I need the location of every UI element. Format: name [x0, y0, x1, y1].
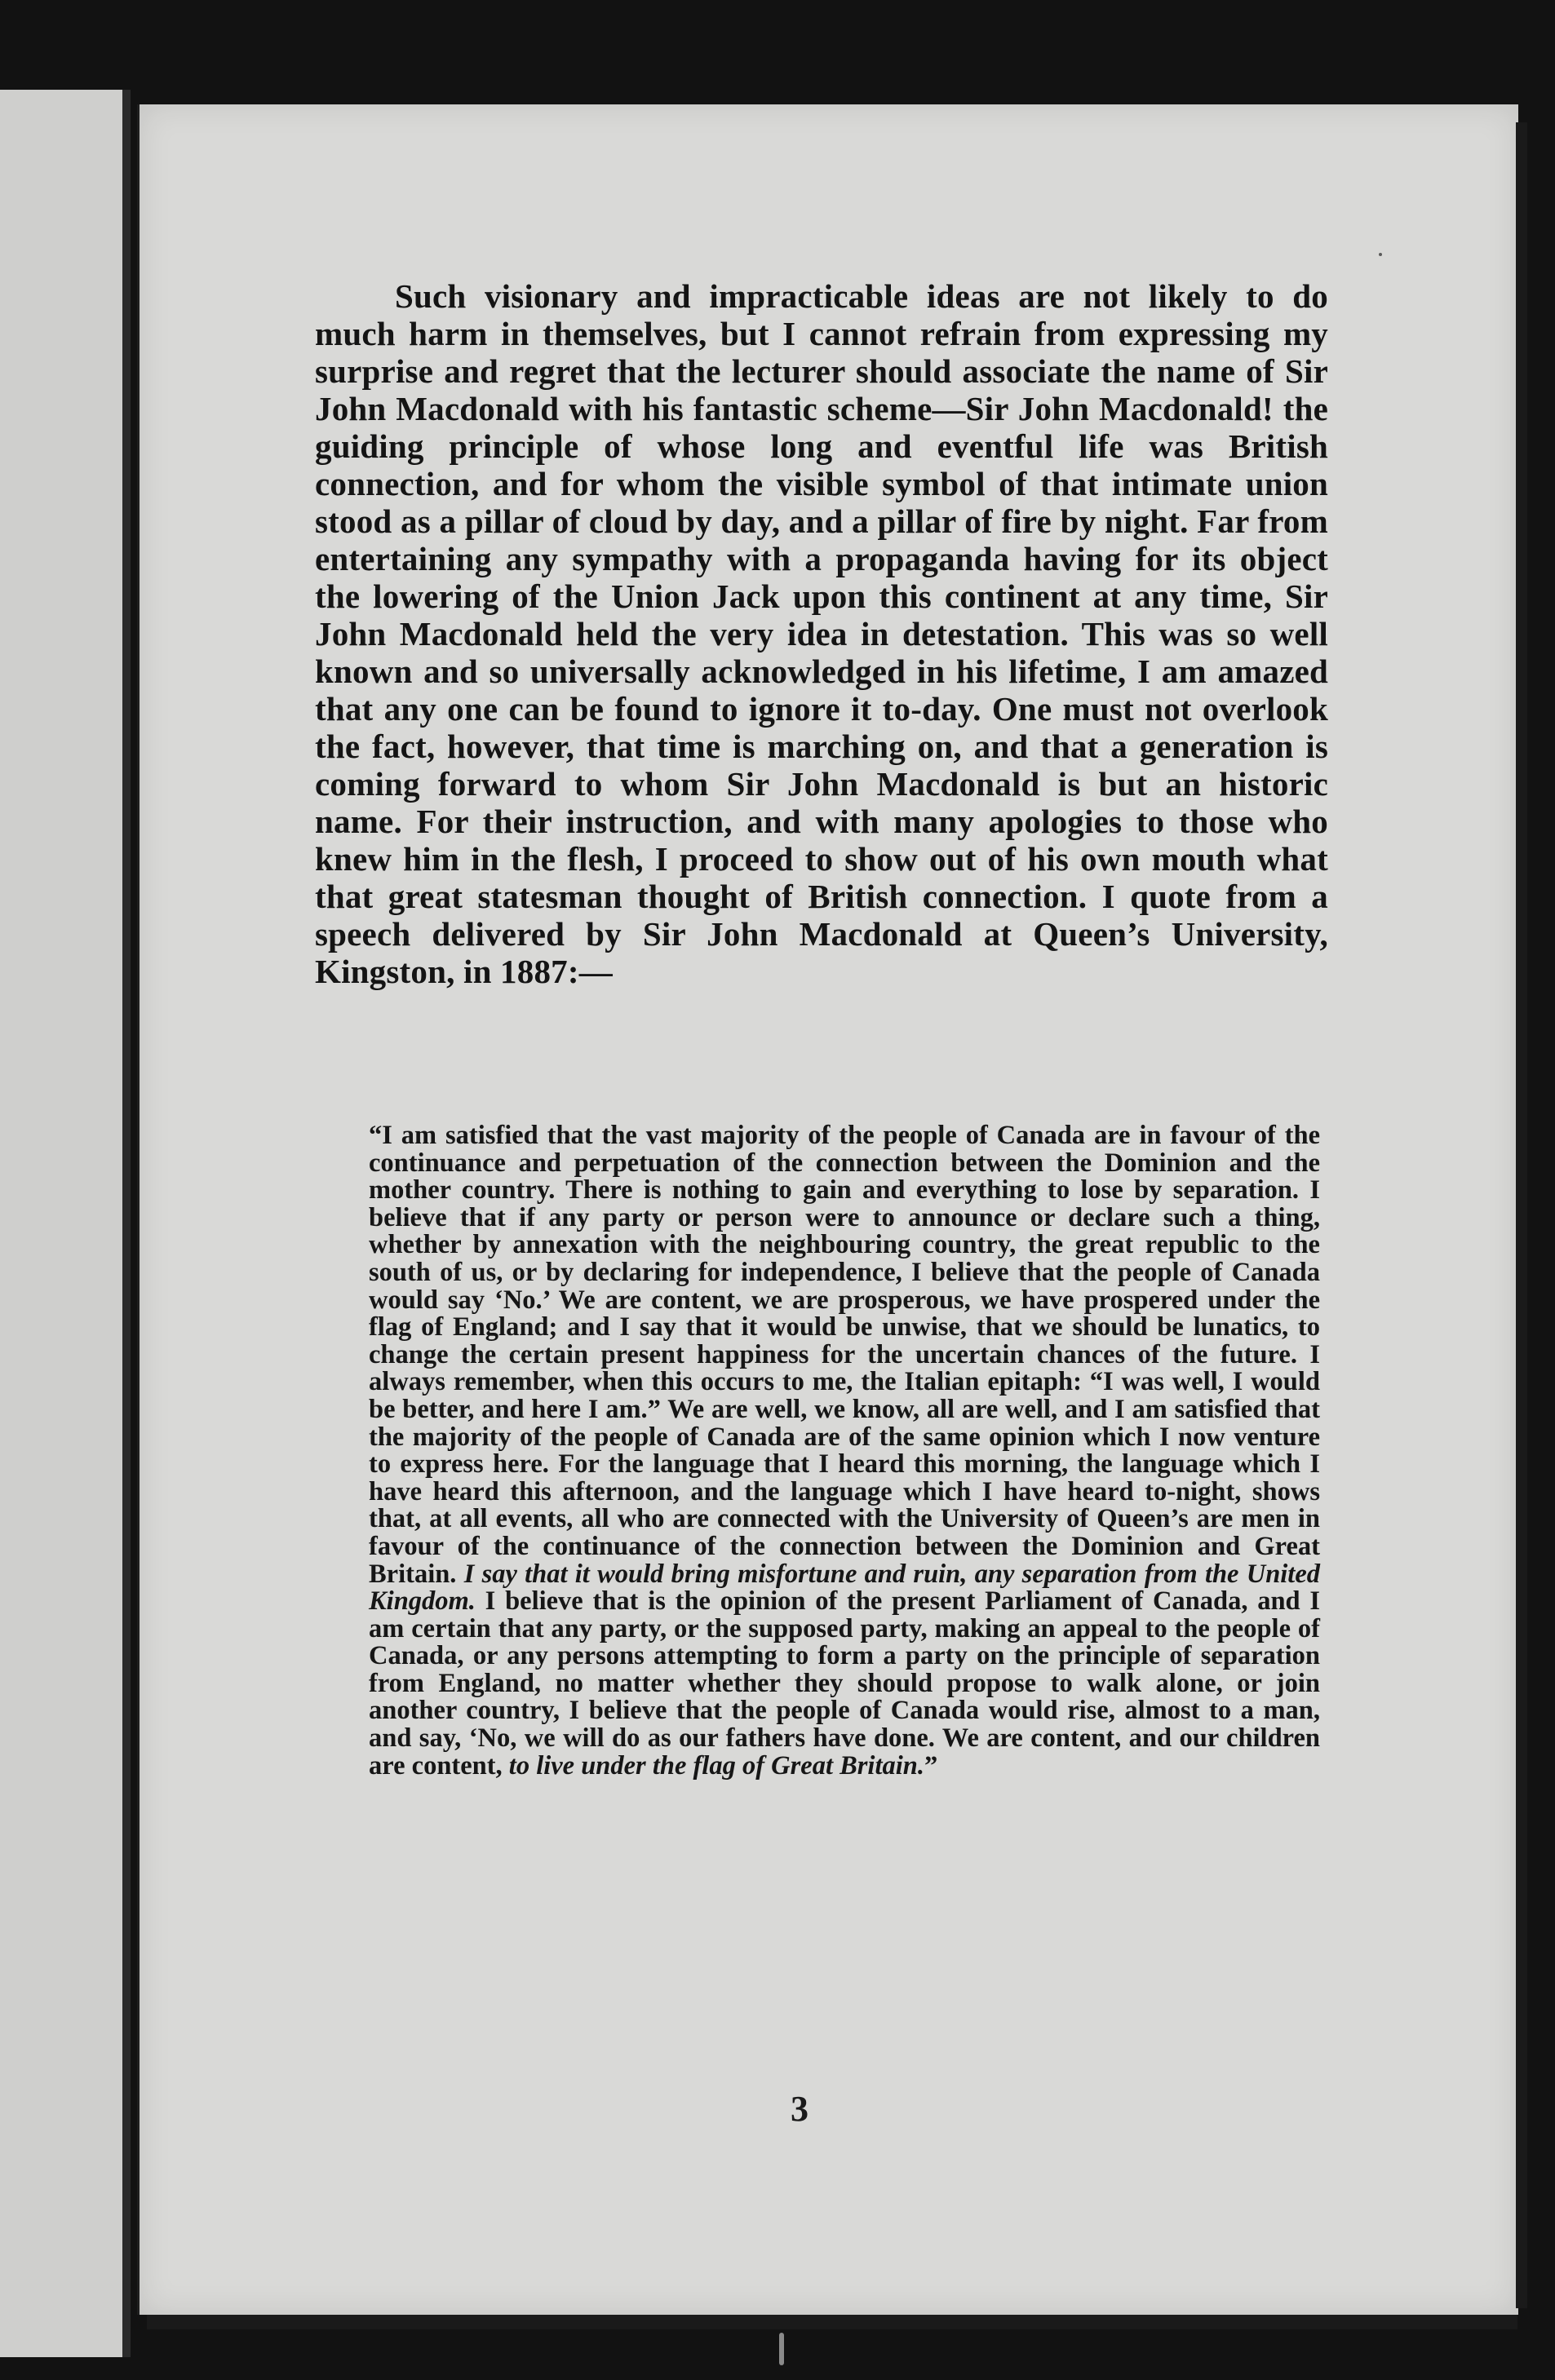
block-quotation	[369, 1122, 1320, 1780]
quote-italic-emphasis-2: to live under the flag of Great Britain.	[508, 1750, 924, 1781]
quote-closing-mark: ”	[924, 1750, 938, 1781]
page-number: 3	[791, 2089, 809, 2129]
book-gutter	[122, 90, 131, 2357]
body-paragraph: Such visionary and impracticable ideas are not likely to do much harm in themselves, but I cannot refrain from expressing my surprise and regret that the lecturer should associate the name of Sir John Macdonald with his fantastic scheme—Sir John Macdonald! the guiding principle of whose long and eventful life was British connection, and for whom the visible symbol of that intimate union stood as a pillar of cloud by day, and a pillar of fire by night. Far from entertaining any sympathy with a propaganda having for its object the lowering of the Union Jack upon this continent at any time, Sir John Macdonald held the very idea in detestation. This was so well known and so universally acknowledged in his lifetime, I am amazed that any one can be found to ignore it to-day. One must not overlook the fact, however, that time is marching on, and that a generation is coming forward to whom Sir John Macdonald is but an historic name. For their instruction, and with many apologies to those who knew him in the flesh, I proceed to show out of his own mouth what that great statesman thought of British connection. I quote from a speech delivered by Sir John Macdonald at Queen’s University, Kingston, in 1887:—	[315, 277, 1328, 990]
scan-speck	[779, 2333, 784, 2365]
facing-page-edge	[0, 90, 122, 2357]
page-bottom-shadow	[147, 2315, 1517, 2329]
page-edge-shadow	[1516, 122, 1527, 2308]
quote-italic-emphasis-1: I say that it would bring misfortune and ruin, any separation from the United Kingdom.	[369, 1559, 1321, 1617]
quote-text-part-2: I believe that is the opinion of the present Parliament of Canada, and I am certain that any party, or the supposed party, making an appeal to the people of Canada, or any persons attempting to form a party on the principle of separation from England, no matter whether they should propose to walk alone, or join another country, I believe that the people of Canada would rise, almost to a man, and say, ‘No, we will do as our fathers have done. We are content, and our children are content,	[369, 1586, 1320, 1781]
quote-text-part-1: “I am satisfied that the vast majority of the people of Canada are in favour of the continuance and perpetuation of the connection between the Dominion and the mother country. There is nothing to gain and everything to lose by separation. I believe that if any party or person were to announce or declare such a thing, whether by annexation with the neighbouring country, the great republic to the south of us, or by declaring for independence, I believe that the people of Canada would say ‘No.’ We are content, we are prosperous, we have prospered under the flag of England; and I say that it would be unwise, that we should be lunatics, to change the certain present happiness for the uncertain chances of the future. I always remember, when this occurs to me, the Italian epitaph: “I was well, I would be better, and here I am.” We are well, we know, all are well, and I am satisfied that the majority of the people of Canada are of the same opinion which I now venture to express here. For the language that I heard this morning, the language which I have heard this afternoon, and the language which I have heard to-night, shows that, at all events, all who are connected with the University of Queen’s are men in favour of the continuance of the connection between the Dominion and Great Britain.	[369, 1121, 1320, 1589]
scan-speck	[1379, 253, 1382, 256]
